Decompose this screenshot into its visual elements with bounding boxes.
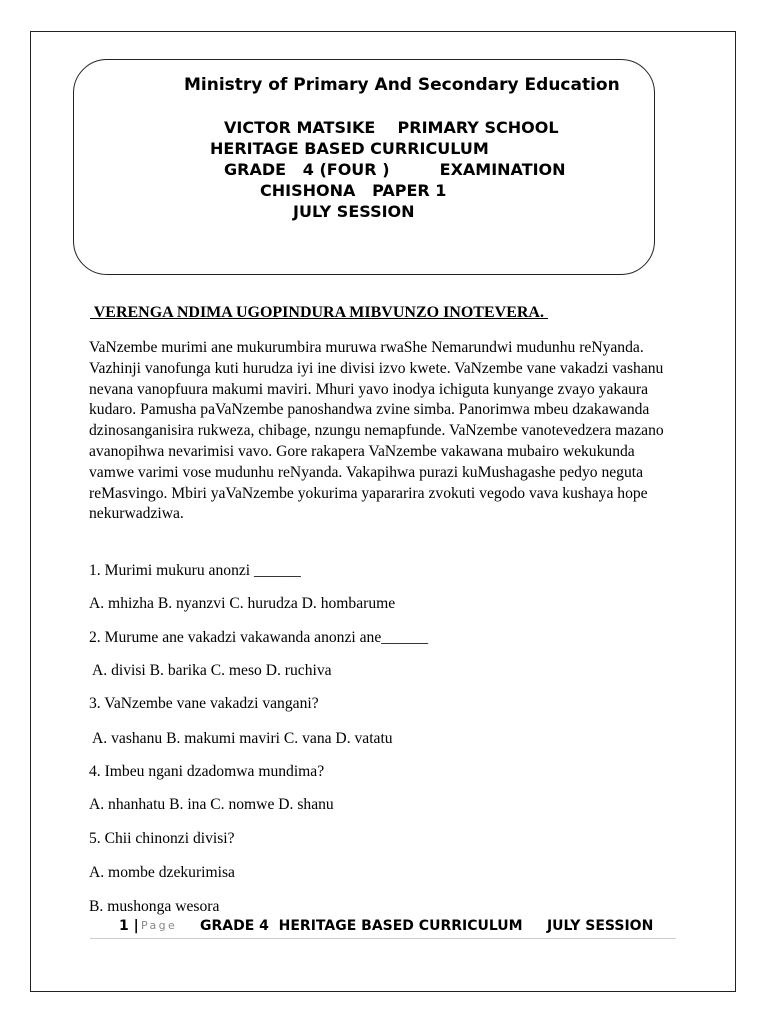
page-number: 1 |: [119, 918, 139, 934]
question-3-options: A. vashanu B. makumi maviri C. vana D. vatatu: [89, 730, 393, 747]
question-1-options: A. mhizha B. nyanzvi C. hurudza D. hombarume: [89, 595, 396, 612]
subject-line: CHISHONA PAPER 1: [260, 181, 447, 200]
ministry-title: Ministry of Primary And Secondary Education: [184, 75, 620, 95]
school-name: VICTOR MATSIKE PRIMARY SCHOOL: [224, 118, 559, 137]
question-3: 3. VaNzembe vane vakadzi vangani?: [89, 695, 319, 712]
question-2: 2. Murume ane vakadzi vakawanda anonzi ane______: [89, 629, 429, 646]
question-5-option-b: B. mushonga wesora: [89, 898, 220, 915]
footer-text: GRADE 4 HERITAGE BASED CURRICULUM JULY SESSION: [200, 918, 654, 934]
question-5: 5. Chii chinonzi divisi?: [89, 830, 235, 847]
page-label: Page: [141, 919, 178, 932]
session-line: JULY SESSION: [293, 202, 415, 221]
instruction-heading: VERENGA NDIMA UGOPINDURA MIBVUNZO INOTEVERA.: [90, 304, 548, 321]
question-4-options: A. nhanhatu B. ina C. nomwe D. shanu: [89, 796, 334, 813]
curriculum-title: HERITAGE BASED CURRICULUM: [210, 139, 489, 158]
question-5-option-a: A. mombe dzekurimisa: [89, 864, 235, 881]
reading-passage: VaNzembe murimi ane mukurumbira muruwa rwaShe Nemarundwi mudunhu reNyanda. Vazhinji vanofunga kuti hurudza iyi ine divisi izvo kwete. VaNzembe vane vakadzi vashanu nevana vanopfuura makumi maviri. Mhuri yavo inodya ichiguta kunyange zvayo yakaura kudaro. Pamusha paVaNzembe panoshandwa zvine simba. Panorimwa mbeu dzakawanda dzinosanganisira rukweza, chibage, nzungu nemapfunde. VaNzembe vanotevedzera mazano avanopihwa nevarimisi vavo. Gore rakapera VaNzembe vakawana mubairo wekukunda vamwe varimi vose mudunhu reNyanda. Vakapihwa purazi kuMushagashe pedyo neguta reMasvingo. Mbiri yaVaNzembe yokurima yapararira zvokuti vegodo vava kushaya hope nekurwadziwa.: [89, 339, 664, 523]
question-1: 1. Murimi mukuru anonzi ______: [89, 562, 301, 579]
question-4: 4. Imbeu ngani dzadomwa mundima?: [89, 763, 325, 780]
question-2-options: A. divisi B. barika C. meso D. ruchiva: [89, 662, 332, 679]
grade-line: GRADE 4 (FOUR ) EXAMINATION: [224, 160, 566, 179]
page-footer: [90, 916, 676, 939]
